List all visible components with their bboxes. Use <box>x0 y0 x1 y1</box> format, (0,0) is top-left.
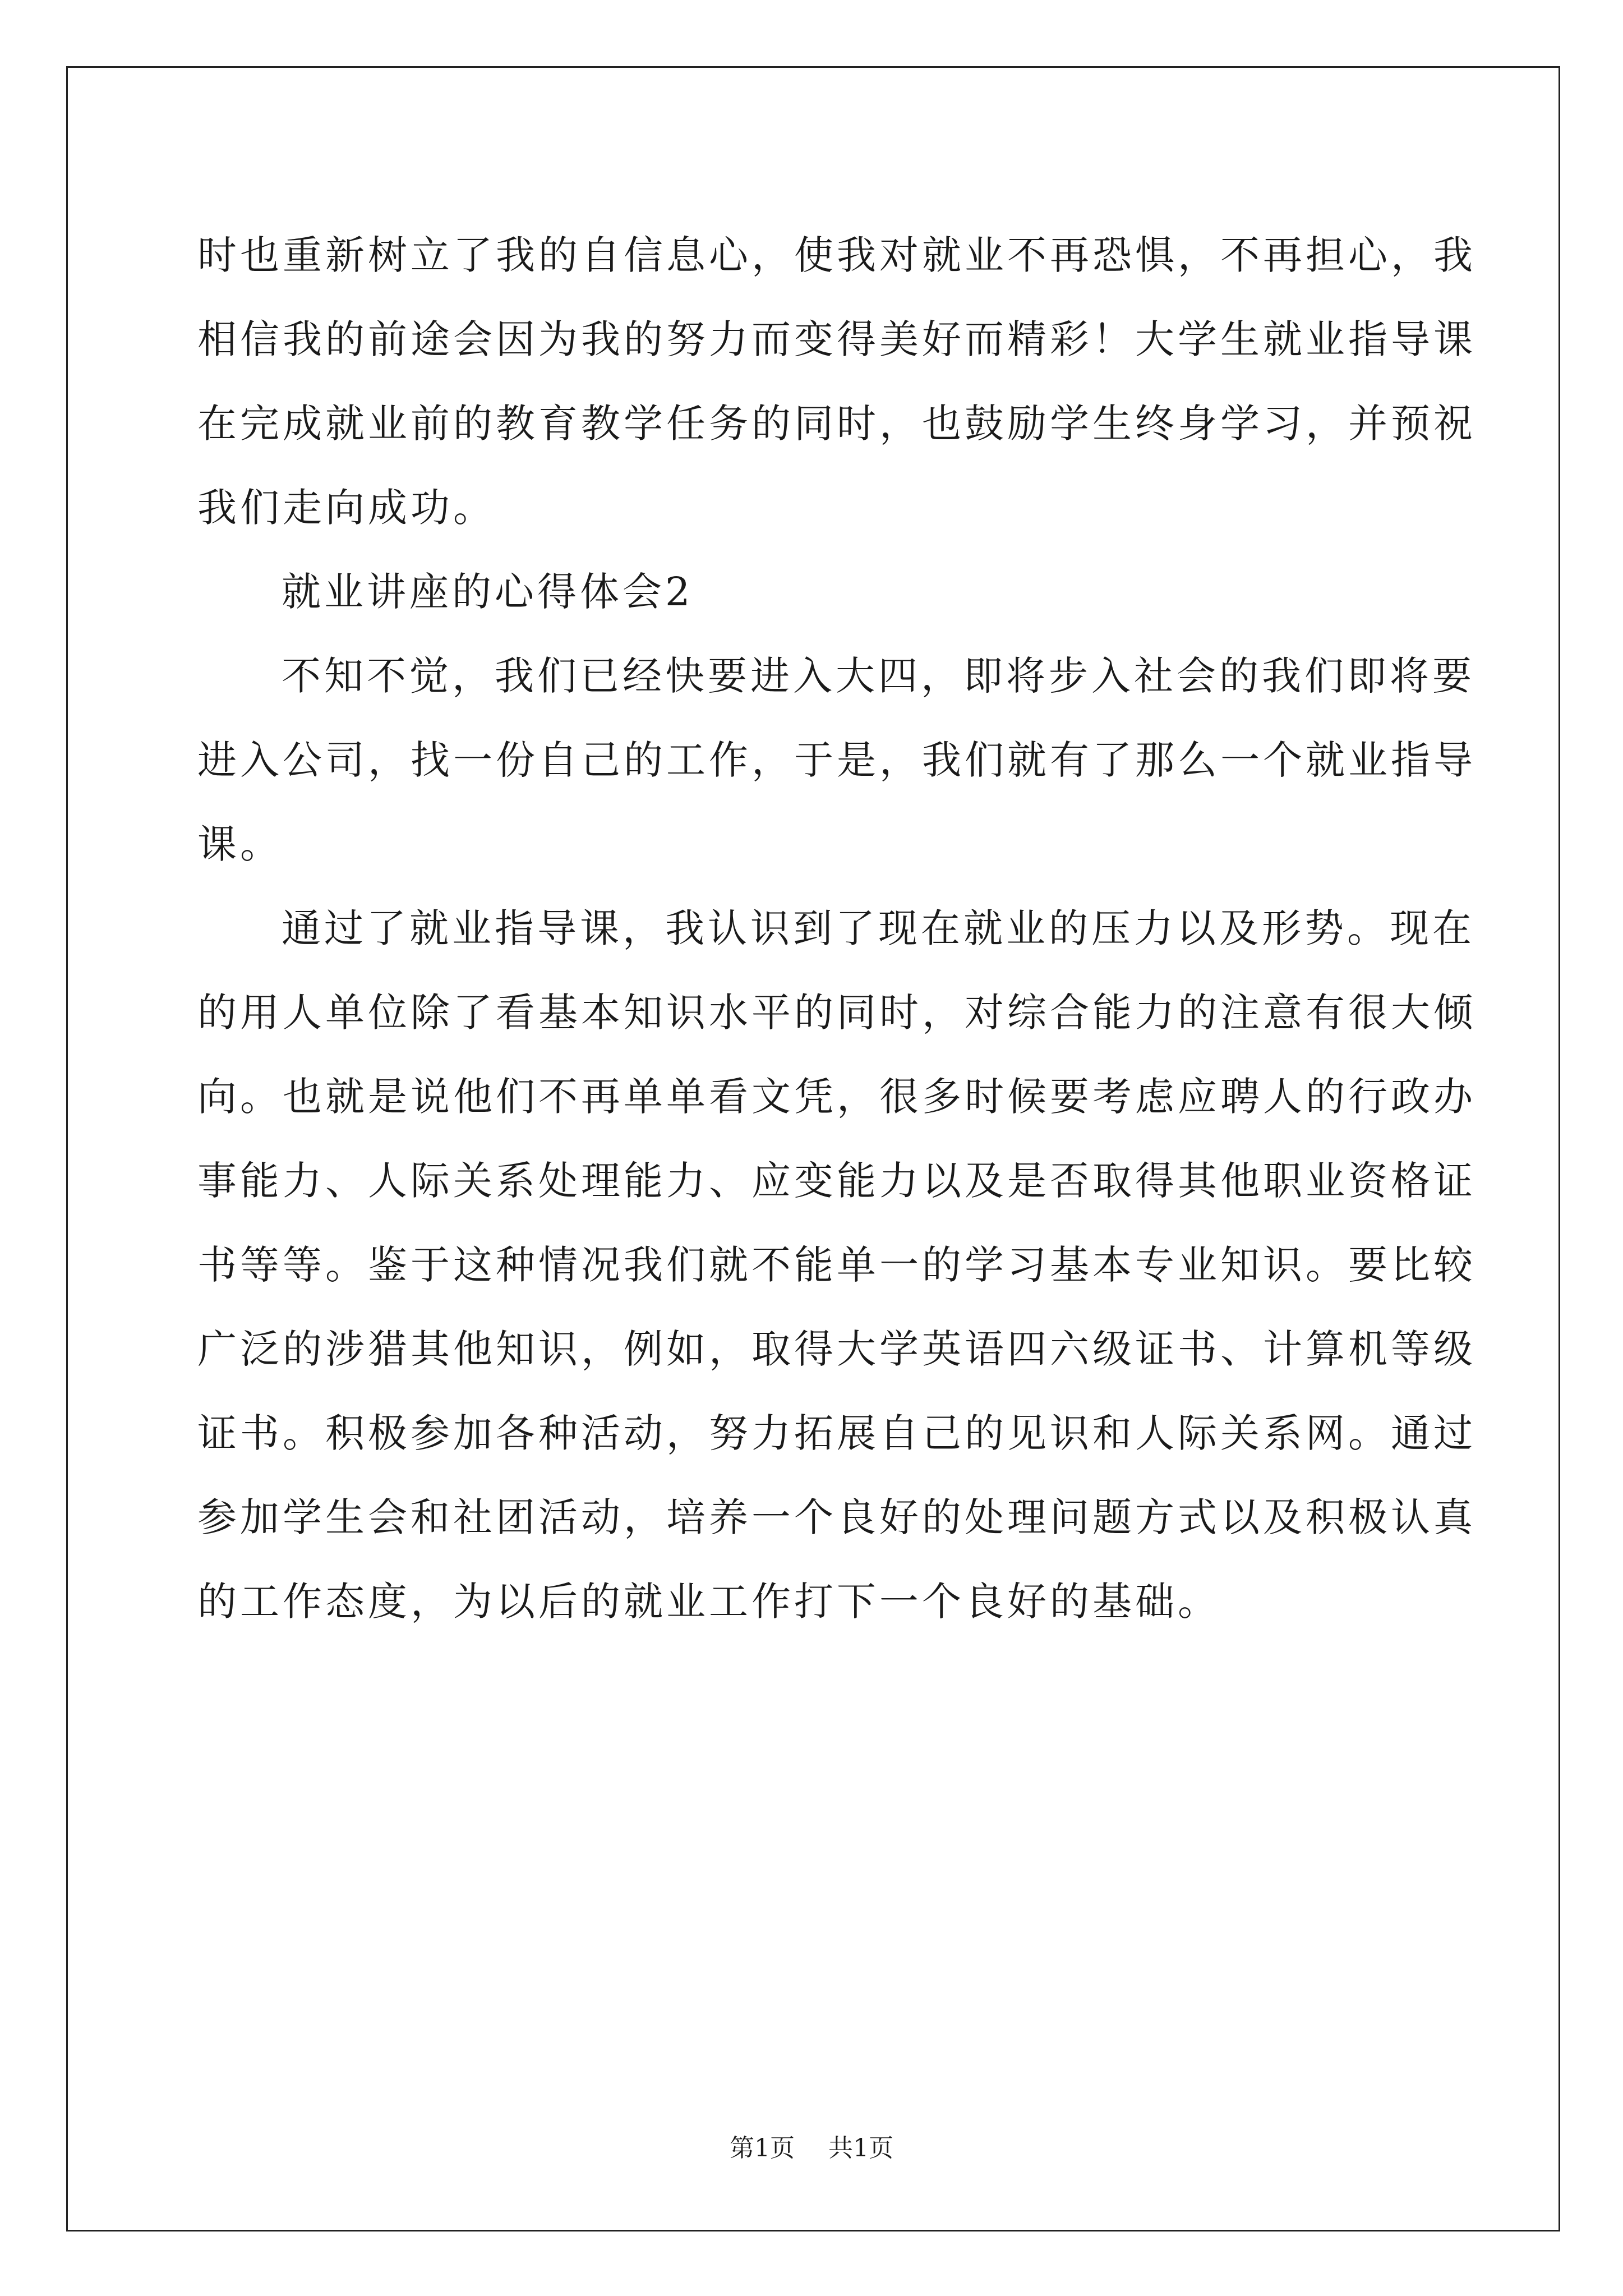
paragraph-line: 事能力、人际关系处理能力、应变能力以及是否取得其他职业资格证 <box>197 1158 1476 1204</box>
paragraph-line: 广泛的涉猎其他知识，例如，取得大学英语四六级证书、计算机等级 <box>197 1326 1476 1372</box>
paragraph-line: 的用人单位除了看基本知识水平的同时，对综合能力的注意有很大倾 <box>197 990 1476 1036</box>
paragraph-line: 向。也就是说他们不再单单看文凭，很多时候要考虑应聘人的行政办 <box>197 1074 1476 1120</box>
paragraph-line: 证书。积极参加各种活动，努力拓展自己的见识和人际关系网。通过 <box>197 1410 1476 1456</box>
page-total: 共1页 <box>828 2134 893 2162</box>
paragraph-line: 参加学生会和社团活动，培养一个良好的处理问题方式以及积极认真 <box>197 1494 1476 1540</box>
document-body <box>197 213 1476 1644</box>
paragraph-line: 不知不觉，我们已经快要进入大四，即将步入社会的我们即将要 <box>282 653 1475 699</box>
page-number: 第1页 <box>730 2134 795 2162</box>
paragraph-line: 在完成就业前的教育教学任务的同时，也鼓励学生终身学习，并预祝 <box>197 401 1476 447</box>
paragraph-line: 相信我的前途会因为我的努力而变得美好而精彩！大学生就业指导课 <box>197 316 1476 362</box>
paragraph-line: 我们走向成功。 <box>197 485 496 531</box>
section-heading: 就业讲座的心得体会2 <box>282 569 694 615</box>
paragraph-line: 通过了就业指导课，我认识到了现在就业的压力以及形势。现在 <box>282 905 1475 951</box>
paragraph-line: 进入公司，找一份自己的工作，于是，我们就有了那么一个就业指导 <box>197 737 1476 783</box>
paragraph-line: 时也重新树立了我的自信息心，使我对就业不再恐惧，不再担心，我 <box>197 232 1476 278</box>
paragraph-line: 书等等。鉴于这种情况我们就不能单一的学习基本专业知识。要比较 <box>197 1242 1476 1288</box>
page-footer <box>0 2132 1623 2165</box>
paragraph-line: 课。 <box>197 821 283 867</box>
paragraph-line: 的工作态度，为以后的就业工作打下一个良好的基础。 <box>197 1579 1220 1625</box>
